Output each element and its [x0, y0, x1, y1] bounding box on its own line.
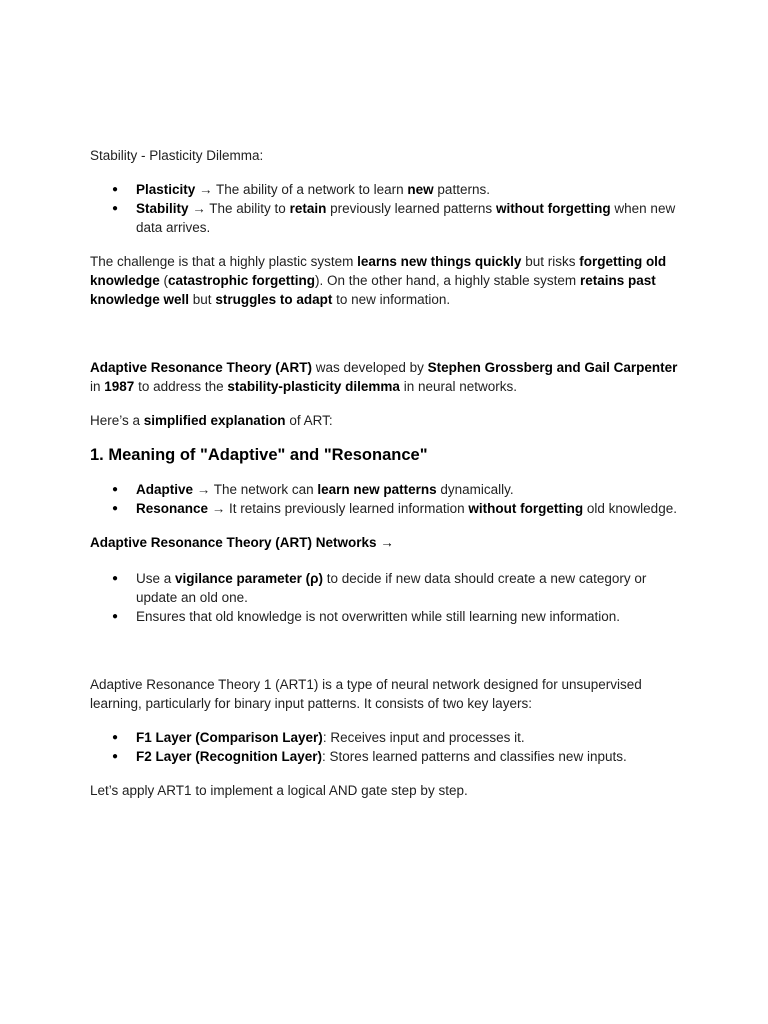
body-text: in neural networks. [399, 379, 517, 394]
body-text: but [189, 292, 216, 307]
bold-text: stability-plasticity dilemma [227, 379, 400, 394]
body-text: to decide if new data should create a new category or update an old one. [136, 571, 647, 605]
bold-text: retains past knowledge well [90, 273, 656, 307]
challenge-paragraph [90, 252, 680, 309]
bold-text: catastrophic forgetting [168, 273, 316, 288]
body-text: The ability to [209, 201, 290, 216]
body-text: ( [159, 273, 169, 288]
body-text: but risks [521, 254, 580, 269]
list-item-adaptive [90, 480, 680, 499]
body-text: when new data arrives. [136, 201, 676, 235]
term-f1-layer: F1 Layer (Comparison Layer) [136, 730, 323, 745]
list-item-stability [90, 199, 680, 237]
list-item-plasticity [90, 180, 680, 199]
bold-text: forgetting old knowledge [90, 254, 667, 288]
body-text: was developed by [312, 360, 428, 375]
list-item-vigilance [90, 569, 680, 607]
list-item-ensures [90, 607, 680, 626]
bold-text: 1987 [104, 379, 135, 394]
bold-text: simplified explanation [143, 413, 286, 428]
list-item-resonance [90, 499, 680, 518]
term-stability: Stability [136, 201, 189, 216]
art1-intro-paragraph: Adaptive Resonance Theory 1 (ART1) is a type of neural network designed for unsupervised learning, particularly for binary input patterns. It consists of two key layers: [90, 677, 642, 711]
body-text: dynamically. [436, 482, 514, 497]
arrow-text: → [208, 501, 230, 516]
arrow-text: → [193, 482, 214, 497]
body-text: It retains previously learned information [229, 501, 469, 516]
arrow-text: → [188, 201, 210, 216]
bold-text: learn new patterns [317, 482, 437, 497]
bold-text: Adaptive Resonance Theory (ART) [90, 360, 313, 375]
section-heading-meaning: 1. Meaning of "Adaptive" and "Resonance" [90, 446, 428, 464]
body-text: : Receives input and processes it. [322, 730, 525, 745]
closing-paragraph: Let’s apply ART1 to implement a logical AND gate step by step. [90, 783, 468, 798]
bold-text: Stephen Grossberg and Gail Carpenter [427, 360, 678, 375]
body-text: old knowledge. [583, 501, 677, 516]
body-text: previously learned patterns [326, 201, 496, 216]
body-text: in [90, 379, 105, 394]
art-networks-title [90, 533, 680, 552]
document-page [90, 146, 680, 800]
bold-text: vigilance parameter (ρ) [175, 571, 323, 586]
body-text: of ART: [285, 413, 333, 428]
simplified-paragraph [90, 411, 680, 430]
body-text: The challenge is that a highly plastic system [90, 254, 358, 269]
body-text: The network can [213, 482, 318, 497]
stability-plasticity-list [90, 180, 680, 237]
bold-text: retain [289, 201, 327, 216]
term-resonance: Resonance [136, 501, 209, 516]
body-text: : Stores learned patterns and classifies new inputs. [322, 749, 627, 764]
body-text: Ensures that old knowledge is not overwritten while still learning new information. [136, 609, 620, 624]
body-text: ). On the other hand, a highly stable system [315, 273, 580, 288]
stability-title: Stability - Plasticity Dilemma: [90, 148, 264, 163]
art-intro-paragraph [90, 358, 680, 396]
list-item-f2 [90, 747, 680, 766]
bold-text: learns new things quickly [357, 254, 522, 269]
body-text: to new information. [332, 292, 451, 307]
layers-list [90, 728, 680, 766]
bold-text: without forgetting [468, 501, 584, 516]
term-plasticity: Plasticity [136, 182, 196, 197]
body-text: Here’s a [90, 413, 144, 428]
body-text: The ability of a network to learn [216, 182, 408, 197]
arrow-text: → [195, 182, 217, 197]
networks-list [90, 569, 680, 626]
term-adaptive: Adaptive [136, 482, 194, 497]
body-text: to address the [134, 379, 228, 394]
bold-text: struggles to adapt [215, 292, 333, 307]
term-f2-layer: F2 Layer (Recognition Layer) [136, 749, 323, 764]
body-text: patterns. [433, 182, 490, 197]
meaning-list [90, 480, 680, 518]
body-text: Use a [136, 571, 176, 586]
bold-text: Adaptive Resonance Theory (ART) Networks → [90, 535, 394, 550]
bold-text: new [407, 182, 434, 197]
bold-text: without forgetting [495, 201, 611, 216]
list-item-f1 [90, 728, 680, 747]
